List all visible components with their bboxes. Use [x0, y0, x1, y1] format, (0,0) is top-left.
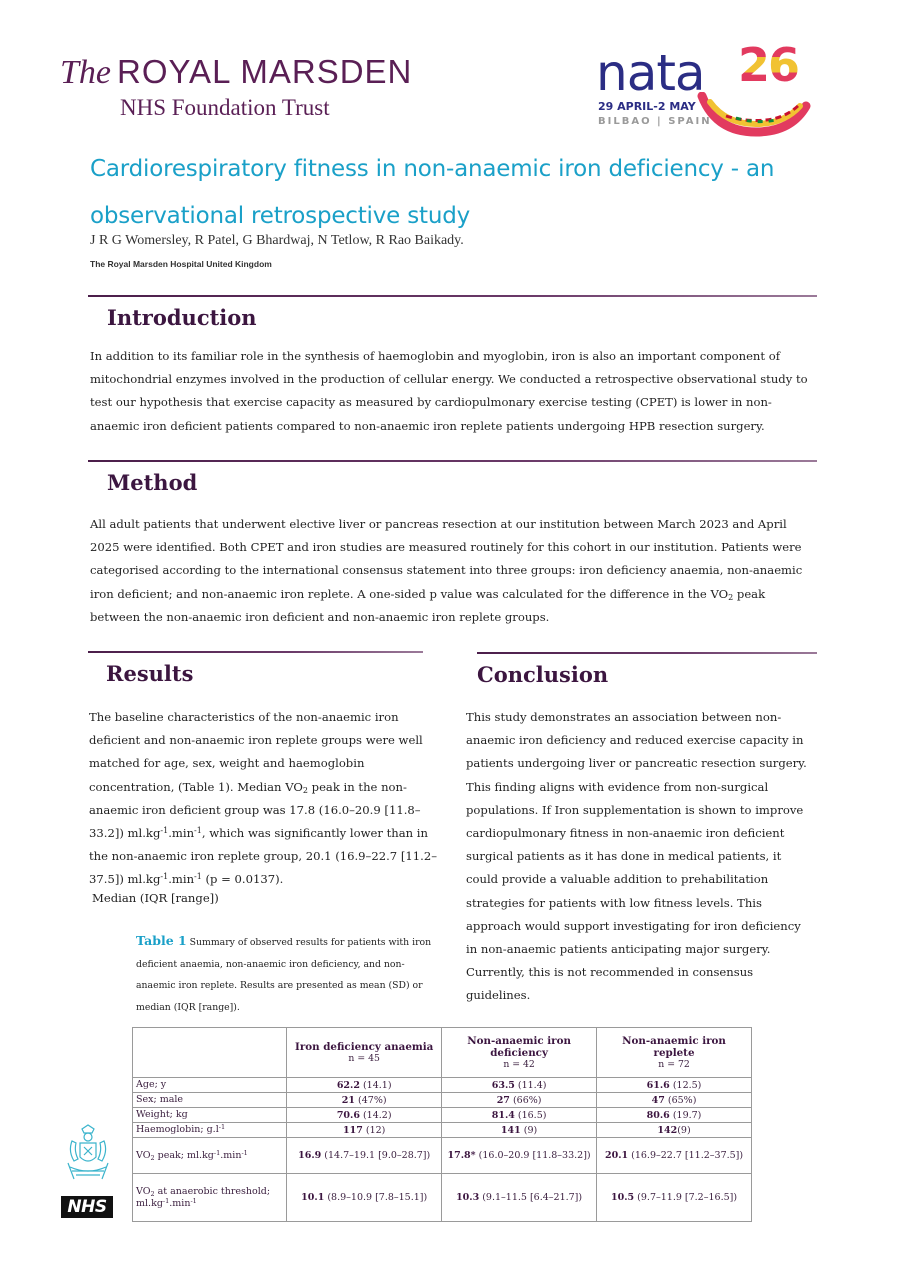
row-label-text: Haemoglobin; g.l	[136, 1124, 219, 1135]
results-text-part: peak in the non-anaemic iron deficient group was 17.8 (16.0–20.9 [11.8–33.2]) ml.kg	[89, 779, 421, 841]
nata-wordmark: nata	[596, 44, 705, 102]
cell-detail: (14.1)	[359, 1079, 392, 1091]
cell-main: 63.5	[491, 1079, 515, 1091]
row-label: Weight; kg	[133, 1108, 287, 1123]
cell-detail: (12.5)	[669, 1079, 702, 1091]
cell-detail: (9)	[520, 1124, 538, 1136]
superscript: -1	[160, 826, 169, 836]
affiliation: The Royal Marsden Hospital United Kingdom	[90, 259, 272, 269]
subscript: 2	[728, 592, 734, 602]
cell-detail: (9.7–11.9 [7.2–16.5])	[634, 1192, 738, 1203]
cell-detail: (47%)	[355, 1094, 387, 1106]
cell-detail: (19.7)	[669, 1109, 702, 1121]
cell-main: 81.4	[491, 1109, 515, 1121]
nata-location: BILBAO | SPAIN	[598, 116, 712, 127]
table-cell	[597, 1174, 752, 1222]
table-cell	[597, 1123, 752, 1138]
divider-results	[88, 651, 423, 653]
superscript: -1	[218, 1123, 226, 1131]
table-cell	[287, 1078, 442, 1093]
cell-detail: (12)	[362, 1124, 386, 1136]
row-label	[133, 1138, 287, 1174]
method-text-part2: peak between the non-anaemic iron deficient and non-anaemic iron replete groups.	[90, 586, 766, 624]
conclusion-text: This study demonstrates an association between non-anaemic iron deficiency and reduced exercise capacity in patients undergoing liver or pancreatic resection surgery. This finding aligns with evidence from non-surgical populations. If Iron supplementation is shown to improve cardiopulmonary fitness in non-anaemic iron deficient surgical patients as it has done in medical patients, it could provide a valuable addition to prehabilitation strategies for patients with low fitness levels. This approach would support investigating for iron deficiency in non-anaemic patients anticipating major surgery. Currently, this is not recommended in consensus guidelines.	[466, 710, 807, 1003]
row-label-text: VO	[136, 1185, 151, 1197]
cell-main: 10.1	[301, 1192, 325, 1203]
cell-detail: (16.0–20.9 [11.8–33.2])	[475, 1150, 591, 1161]
cell-detail: (8.9–10.9 [7.8–15.1])	[324, 1192, 428, 1203]
cell-detail: (16.9–22.7 [11.2–37.5])	[628, 1150, 744, 1161]
table-cell	[597, 1108, 752, 1123]
column-label: Non-anaemic iron deficiency	[467, 1034, 571, 1059]
coat-of-arms-icon	[62, 1123, 114, 1183]
row-label: Sex; male	[133, 1093, 287, 1108]
row-label-text: at anaerobic threshold;	[154, 1185, 271, 1197]
smile-swoosh-icon	[696, 92, 811, 138]
table-header-empty	[133, 1028, 287, 1078]
column-n: n = 45	[348, 1052, 380, 1064]
row-label-text: peak; ml.kg	[154, 1149, 214, 1161]
table-cell	[442, 1108, 597, 1123]
method-text-part1: All adult patients that underwent elective liver or pancreas resection at our institution between March 2023 and April 2025 were identified. Both CPET and iron studies are measured routinely for this cohort in our institution. Patients were categorised according to the international consensus statement into three groups: iron deficiency anaemia, non-anaemic iron deficient; and non-anaemic iron replete. A one-sided p value was calculated for the difference in the VO	[90, 517, 803, 601]
cell-detail: (14.2)	[359, 1109, 392, 1121]
cell-main: 70.6	[336, 1109, 360, 1121]
table-cell	[287, 1174, 442, 1222]
column-header-nair	[597, 1028, 752, 1078]
cell-detail: (14.7–19.1 [9.0–28.7])	[321, 1150, 431, 1161]
results-text	[89, 706, 439, 892]
cell-detail: (16.5)	[514, 1109, 547, 1121]
introduction-heading: Introduction	[107, 305, 257, 330]
table-cell	[442, 1078, 597, 1093]
table-row-sex	[133, 1093, 752, 1108]
cell-main: 141	[500, 1124, 521, 1136]
divider-method	[88, 460, 817, 462]
authors: J R G Womersley, R Patel, G Bhardwaj, N Tetlow, R Rao Baikady.	[90, 233, 464, 248]
table-caption-label: Table 1	[136, 933, 187, 948]
table-cell	[442, 1123, 597, 1138]
cell-detail: (11.4)	[514, 1079, 547, 1091]
table-cell	[287, 1123, 442, 1138]
table-row-weight	[133, 1108, 752, 1123]
superscript: -1	[162, 1196, 170, 1205]
row-label-text: VO	[136, 1149, 151, 1161]
superscript: -1	[194, 872, 202, 882]
cell-main: 117	[343, 1124, 363, 1136]
table-row-vo2-at	[133, 1174, 752, 1222]
cell-detail: (65%)	[664, 1094, 697, 1106]
row-label	[133, 1174, 287, 1222]
cell-main: 10.5	[611, 1192, 635, 1203]
table-cell	[287, 1138, 442, 1174]
row-label-text: .min	[169, 1197, 191, 1209]
cell-main: 62.2	[336, 1079, 360, 1091]
cell-main: 142	[657, 1124, 678, 1136]
column-n: n = 42	[503, 1058, 535, 1070]
divider-conclusion	[477, 652, 817, 654]
cell-main: 16.9	[298, 1150, 322, 1161]
cell-main: 61.6	[646, 1079, 670, 1091]
cell-main: 17.8*	[447, 1150, 476, 1161]
nhs-logo: NHS	[61, 1196, 113, 1218]
cell-main: 20.1	[604, 1150, 629, 1161]
superscript: -1	[213, 1148, 221, 1157]
row-label-text: .min	[220, 1149, 242, 1161]
results-text-part: .min	[168, 872, 195, 887]
nata-year: 26	[738, 38, 799, 92]
column-n: n = 72	[658, 1058, 690, 1070]
cell-detail: (66%)	[509, 1094, 542, 1106]
royal-marsden-logo	[60, 54, 412, 121]
conclusion-heading: Conclusion	[477, 662, 609, 687]
results-text-part: The baseline characteristics of the non-anaemic iron deficient and non-anaemic iron replete groups were well matched for age, sex, weight and haemoglobin concentration, (Table 1). Median VO	[89, 710, 423, 794]
results-heading: Results	[106, 661, 194, 686]
table-caption-text: Summary of observed results for patients with iron deficient anaemia, non-anaemic iron deficiency, and non-anaemic iron replete. Results are presented as mean (SD) or median (IQR [range]).	[136, 937, 432, 1013]
cell-main: 27	[496, 1094, 510, 1106]
subscript: 2	[150, 1153, 155, 1162]
table-cell	[597, 1078, 752, 1093]
subscript: 2	[150, 1189, 155, 1198]
cell-detail: (9)	[677, 1124, 691, 1136]
subscript: 2	[302, 785, 308, 795]
introduction-text: In addition to its familiar role in the synthesis of haemoglobin and myoglobin, iron is also an important component of mitochondrial enzymes involved in the production of cellular energy. We conducted a retrospective observational study to test our hypothesis that exercise capacity as measured by cardiopulmonary exercise testing (CPET) is lower in non-anaemic iron deficient patients compared to non-anaemic iron replete patients undergoing HPB resection surgery.	[90, 349, 808, 433]
superscript: -1	[194, 826, 202, 836]
table-caption	[136, 930, 432, 1018]
column-label: Iron deficiency anaemia	[295, 1040, 434, 1053]
logo-name: ROYAL MARSDEN	[117, 53, 413, 90]
logo-the: The	[60, 54, 111, 91]
row-label: Age; y	[133, 1078, 287, 1093]
table-cell	[442, 1174, 597, 1222]
results-text-part: , which was significantly lower than in the non-anaemic iron replete group, 20.1 (16.9–22.7 [11.2–37.5]) ml.kg	[89, 826, 437, 887]
table-row-age	[133, 1078, 752, 1093]
cell-main: 10.3	[456, 1192, 480, 1203]
results-text-part: (p = 0.0137).	[201, 872, 284, 887]
logo-subtitle: NHS Foundation Trust	[120, 95, 330, 120]
method-heading: Method	[107, 470, 198, 495]
table-cell	[442, 1093, 597, 1108]
superscript: -1	[241, 1148, 248, 1157]
table-cell	[597, 1093, 752, 1108]
method-text	[90, 513, 818, 629]
superscript: -1	[190, 1196, 197, 1205]
nata-conference-logo	[596, 38, 811, 138]
table-row-haemoglobin	[133, 1123, 752, 1138]
row-label-text: ml.kg	[136, 1197, 163, 1209]
column-header-ida	[287, 1028, 442, 1078]
results-text-part: .min	[168, 826, 195, 841]
table-row-vo2-peak	[133, 1138, 752, 1174]
results-footnote: Median (IQR [range])	[92, 891, 219, 905]
table-cell	[442, 1138, 597, 1174]
table-cell	[287, 1093, 442, 1108]
results-table	[132, 1027, 752, 1222]
table-header-row	[133, 1028, 752, 1078]
royal-marsden-wordmark	[60, 54, 412, 91]
row-label	[133, 1123, 287, 1138]
divider-introduction	[88, 295, 817, 297]
cell-main: 21	[341, 1094, 356, 1106]
cell-main: 47	[651, 1094, 665, 1106]
table-cell	[597, 1138, 752, 1174]
nata-dates: 29 APRIL-2 MAY	[598, 100, 696, 113]
column-header-naid	[442, 1028, 597, 1078]
poster-title: Cardiorespiratory fitness in non-anaemic iron deficiency - an observational retrospective study	[90, 156, 775, 229]
cell-detail: (9.1–11.5 [6.4–21.7])	[479, 1192, 583, 1203]
table-cell	[287, 1108, 442, 1123]
superscript: -1	[160, 872, 169, 882]
column-label: Non-anaemic iron replete	[622, 1034, 726, 1059]
cell-main: 80.6	[646, 1109, 670, 1121]
